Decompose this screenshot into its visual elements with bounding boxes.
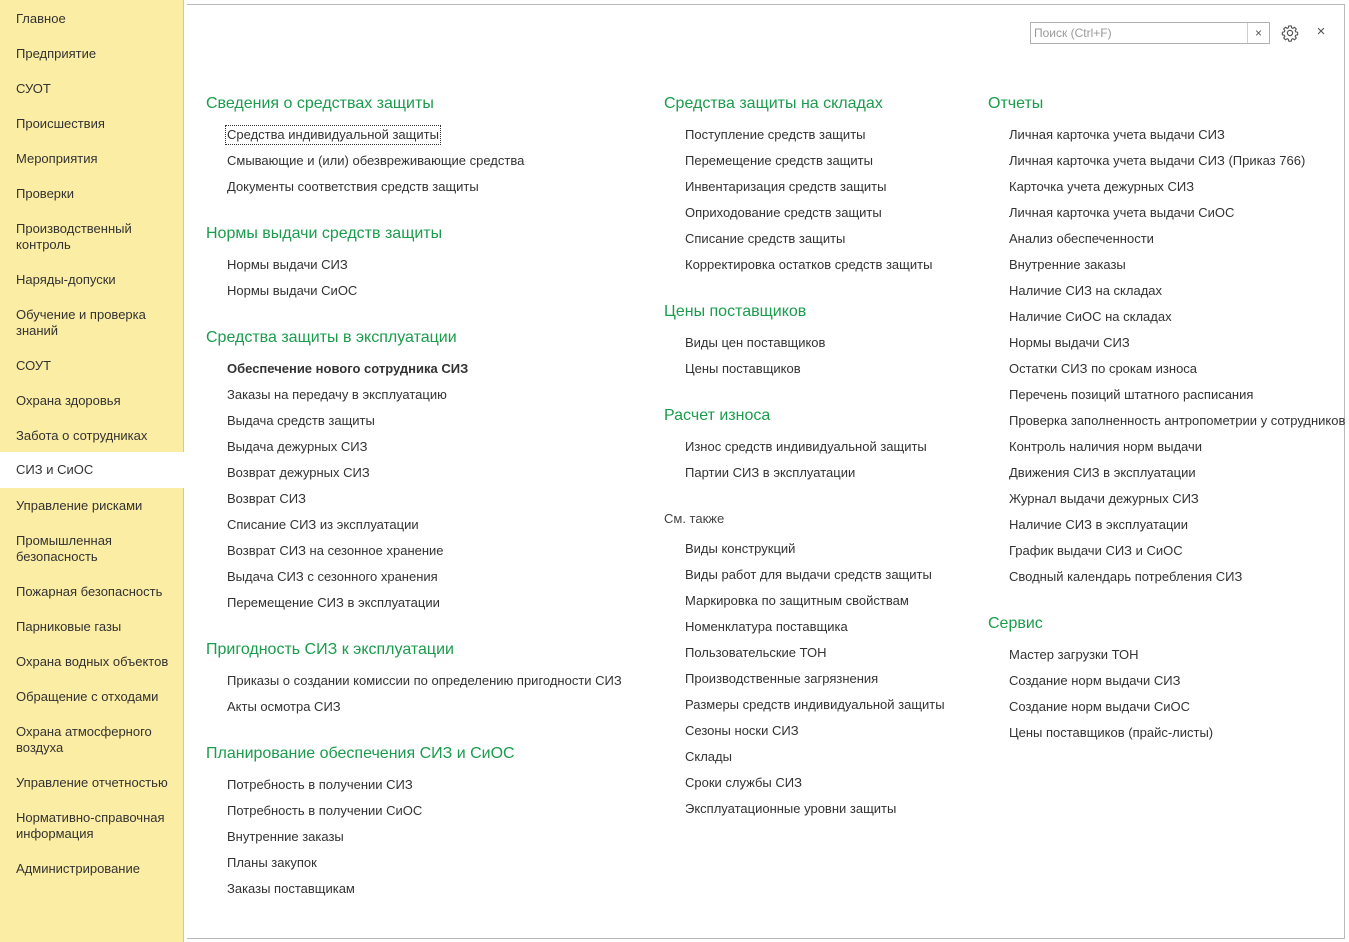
section-title-planning: Планирование обеспечения СИЗ и СиОС xyxy=(206,745,515,762)
link-writeoff-siz[interactable]: Списание СИЗ из эксплуатации xyxy=(227,517,419,532)
sidebar-item-sout[interactable]: СОУТ xyxy=(16,358,52,373)
link-report-personal-card-766[interactable]: Личная карточка учета выдачи СИЗ (Приказ 766) xyxy=(1009,153,1306,168)
section-title-in-operation: Средства защиты в эксплуатации xyxy=(206,329,457,346)
link-report-internal-orders[interactable]: Внутренние заказы xyxy=(1009,257,1126,272)
link-create-siz-norms[interactable]: Создание норм выдачи СИЗ xyxy=(1009,673,1181,688)
link-user-ton[interactable]: Пользовательские ТОН xyxy=(685,645,827,660)
link-report-personal-card[interactable]: Личная карточка учета выдачи СИЗ xyxy=(1009,127,1225,142)
sidebar-item-waste[interactable]: Обращение с отходами xyxy=(16,689,159,704)
link-transfer-orders[interactable]: Заказы на передачу в эксплуатацию xyxy=(227,387,447,402)
link-contaminations[interactable]: Производственные загрязнения xyxy=(685,671,879,686)
sidebar-item-water-protection[interactable]: Охрана водных объектов xyxy=(16,654,169,669)
link-issue-protection[interactable]: Выдача средств защиты xyxy=(227,413,375,428)
link-report-sios-stock[interactable]: Наличие СиОС на складах xyxy=(1009,309,1172,324)
sidebar xyxy=(0,0,184,942)
link-price-lists[interactable]: Цены поставщиков (прайс-листы) xyxy=(1009,725,1214,740)
link-conformity-docs[interactable]: Документы соответствия средств защиты xyxy=(227,179,479,194)
sidebar-item-incidents[interactable]: Происшествия xyxy=(16,116,105,131)
link-report-staff-positions[interactable]: Перечень позиций штатного расписания xyxy=(1009,387,1254,402)
link-report-norms-control[interactable]: Контроль наличия норм выдачи xyxy=(1009,439,1203,454)
link-return-siz[interactable]: Возврат СИЗ xyxy=(227,491,306,506)
link-report-duty-journal[interactable]: Журнал выдачи дежурных СИЗ xyxy=(1009,491,1199,506)
link-commission-orders[interactable]: Приказы о создании комиссии по определению пригодности СИЗ xyxy=(227,673,622,688)
sidebar-item-employee-care[interactable]: Забота о сотрудниках xyxy=(16,428,148,443)
link-report-schedule[interactable]: График выдачи СИЗ и СиОС xyxy=(1009,543,1183,558)
link-report-movements[interactable]: Движения СИЗ в эксплуатации xyxy=(1009,465,1196,480)
link-washing-agents[interactable]: Смывающие и (или) обезвреживающие средства xyxy=(227,153,525,168)
sidebar-item-enterprise[interactable]: Предприятие xyxy=(16,46,97,61)
link-wear-seasons[interactable]: Сезоны носки СИЗ xyxy=(685,723,799,738)
see-also-label: См. также xyxy=(664,511,725,526)
sidebar-item-production-control[interactable]: Производственный контроль xyxy=(16,221,132,252)
link-inspection-acts[interactable]: Акты осмотра СИЗ xyxy=(227,699,341,714)
close-icon[interactable]: × xyxy=(1316,23,1326,40)
link-sios-norms[interactable]: Нормы выдачи СиОС xyxy=(227,283,358,298)
link-work-types[interactable]: Виды работ для выдачи средств защиты xyxy=(685,567,932,582)
link-batches-in-operation[interactable]: Партии СИЗ в эксплуатации xyxy=(685,465,856,480)
link-need-siz[interactable]: Потребность в получении СИЗ xyxy=(227,777,413,792)
section-title-protection-info: Сведения о средствах защиты xyxy=(206,95,434,112)
link-supplier-prices[interactable]: Цены поставщиков xyxy=(685,361,801,376)
link-supplier-orders[interactable]: Заказы поставщикам xyxy=(227,881,355,896)
gear-icon[interactable] xyxy=(1280,23,1300,43)
link-report-wear-remains[interactable]: Остатки СИЗ по срокам износа xyxy=(1009,361,1198,376)
section-title-wear-calc: Расчет износа xyxy=(664,407,771,424)
link-return-duty-siz[interactable]: Возврат дежурных СИЗ xyxy=(227,465,370,480)
sidebar-item-health[interactable]: Охрана здоровья xyxy=(16,393,121,408)
link-balance-adjust[interactable]: Корректировка остатков средств защиты xyxy=(685,257,933,272)
sidebar-item-greenhouse-gases[interactable]: Парниковые газы xyxy=(16,619,122,634)
link-siz-norms[interactable]: Нормы выдачи СИЗ xyxy=(227,257,348,272)
search-input[interactable] xyxy=(1031,23,1250,43)
link-report-siz-norms[interactable]: Нормы выдачи СИЗ xyxy=(1009,335,1130,350)
link-report-sios-card[interactable]: Личная карточка учета выдачи СиОС xyxy=(1009,205,1235,220)
link-seasonal-return[interactable]: Возврат СИЗ на сезонное хранение xyxy=(227,543,444,558)
link-new-employee[interactable]: Обеспечение нового сотрудника СИЗ xyxy=(227,361,469,376)
sidebar-item-suot[interactable]: СУОТ xyxy=(16,81,51,96)
link-ppe-sizes[interactable]: Размеры средств индивидуальной защиты xyxy=(685,697,945,712)
link-price-types[interactable]: Виды цен поставщиков xyxy=(685,335,826,350)
sidebar-item-reporting[interactable]: Управление отчетностью xyxy=(16,775,168,790)
section-title-service: Сервис xyxy=(988,615,1043,632)
link-ton-loader[interactable]: Мастер загрузки ТОН xyxy=(1009,647,1139,662)
link-report-in-operation[interactable]: Наличие СИЗ в эксплуатации xyxy=(1009,517,1188,532)
link-report-calendar[interactable]: Сводный календарь потребления СИЗ xyxy=(1009,569,1243,584)
sidebar-item-air-protection[interactable]: Охрана атмосферного воздуха xyxy=(16,724,152,755)
section-title-warehouses: Средства защиты на складах xyxy=(664,95,883,112)
sidebar-item-training[interactable]: Обучение и проверка знаний xyxy=(16,307,146,338)
section-title-reports: Отчеты xyxy=(988,95,1044,112)
link-service-life[interactable]: Сроки службы СИЗ xyxy=(685,775,802,790)
link-movement[interactable]: Перемещение средств защиты xyxy=(685,153,873,168)
link-report-siz-stock[interactable]: Наличие СИЗ на складах xyxy=(1009,283,1163,298)
link-writeoff[interactable]: Списание средств защиты xyxy=(685,231,846,246)
search-clear-button[interactable]: × xyxy=(1247,23,1269,43)
link-protection-levels[interactable]: Эксплуатационные уровни защиты xyxy=(685,801,897,816)
sidebar-item-main[interactable]: Главное xyxy=(16,11,66,26)
link-internal-orders[interactable]: Внутренние заказы xyxy=(227,829,344,844)
link-need-sios[interactable]: Потребность в получении СиОС xyxy=(227,803,423,818)
search-box[interactable] xyxy=(1030,22,1270,44)
section-title-supplier-prices: Цены поставщиков xyxy=(664,303,807,320)
section-title-issue-norms: Нормы выдачи средств защиты xyxy=(206,225,443,242)
link-report-anthropometry[interactable]: Проверка заполненность антропометрии у сотрудников xyxy=(1009,413,1346,428)
sidebar-item-siz-sios[interactable]: СИЗ и СиОС xyxy=(0,452,184,488)
link-supplier-nomenclature[interactable]: Номенклатура поставщика xyxy=(685,619,848,634)
link-inventory[interactable]: Инвентаризация средств защиты xyxy=(685,179,887,194)
link-warehouses[interactable]: Склады xyxy=(685,749,732,764)
link-report-duty-card[interactable]: Карточка учета дежурных СИЗ xyxy=(1009,179,1195,194)
sidebar-item-inspections[interactable]: Проверки xyxy=(16,186,74,201)
link-receipt[interactable]: Поступление средств защиты xyxy=(685,127,866,142)
link-seasonal-issue[interactable]: Выдача СИЗ с сезонного хранения xyxy=(227,569,438,584)
section-title-suitability: Пригодность СИЗ к эксплуатации xyxy=(206,641,454,658)
sidebar-item-fire-safety[interactable]: Пожарная безопасность xyxy=(16,584,163,599)
link-issue-duty-siz[interactable]: Выдача дежурных СИЗ xyxy=(227,439,368,454)
sidebar-item-risk-management[interactable]: Управление рисками xyxy=(16,498,143,513)
link-report-provision-analysis[interactable]: Анализ обеспеченности xyxy=(1009,231,1154,246)
link-ppe-wear[interactable]: Износ средств индивидуальной защиты xyxy=(685,439,927,454)
sidebar-item-industrial-safety[interactable]: Промышленная безопасность xyxy=(16,533,112,564)
link-move-in-operation[interactable]: Перемещение СИЗ в эксплуатации xyxy=(227,595,440,610)
link-protective-marking[interactable]: Маркировка по защитным свойствам xyxy=(685,593,909,608)
link-create-sios-norms[interactable]: Создание норм выдачи СиОС xyxy=(1009,699,1191,714)
link-ppe[interactable]: Средства индивидуальной защиты xyxy=(227,127,439,142)
link-purchase-plans[interactable]: Планы закупок xyxy=(227,855,317,870)
sidebar-item-work-permits[interactable]: Наряды-допуски xyxy=(16,272,116,287)
link-capitalization[interactable]: Оприходование средств защиты xyxy=(685,205,882,220)
sidebar-item-activities[interactable]: Мероприятия xyxy=(16,151,98,166)
link-construction-types[interactable]: Виды конструкций xyxy=(685,541,796,556)
sidebar-item-administration[interactable]: Администрирование xyxy=(16,861,140,876)
sidebar-item-reference-info[interactable]: Нормативно-справочная информация xyxy=(16,810,165,841)
